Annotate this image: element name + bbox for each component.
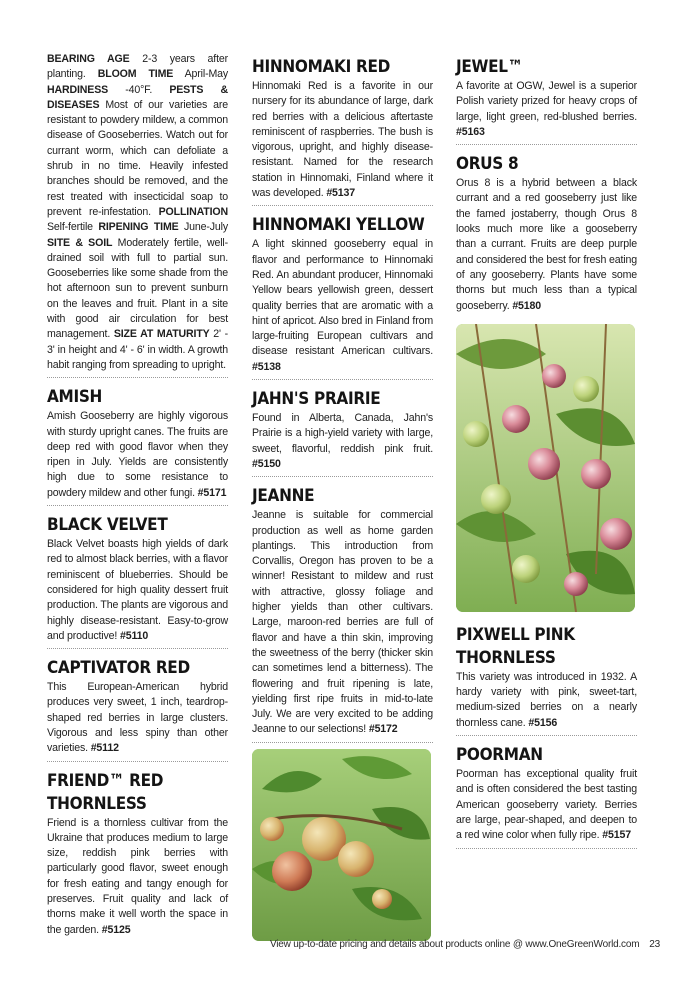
variety-sku: #5156	[528, 716, 558, 729]
variety-sku: #5171	[197, 486, 227, 499]
variety-amish	[47, 384, 228, 506]
variety-text: This variety was introduced in 1932. A hardy variety with pink, sweet-tart, medium-sized berries on a nearly thornless cane.	[456, 670, 637, 729]
variety-hinnomaki-yellow	[252, 212, 433, 380]
red-gooseberry-image	[456, 324, 635, 612]
variety-text: Friend is a thornless cultivar from the Ukraine that produces medium to large size, reddish pink berries with particularly good flavor, sweet enough for fresh eating and tangy enough for preserves. Fruit quality and lack of thorns make it well worth the space in the garden.	[47, 816, 228, 936]
hardiness-label: HARDINESS	[47, 83, 109, 96]
column-1	[47, 52, 228, 948]
variety-poorman	[456, 742, 637, 848]
variety-title: JEANNE	[252, 486, 315, 507]
variety-sku: #5110	[119, 629, 149, 642]
growing-info-text	[47, 52, 228, 373]
variety-black-velvet	[47, 512, 228, 649]
variety-description	[252, 79, 433, 201]
variety-sku: #5112	[90, 742, 119, 755]
bloom-time-value: April-May	[173, 68, 229, 81]
variety-description	[47, 409, 228, 501]
variety-title: FRIEND™ RED THORNLESS	[47, 770, 164, 814]
gooseberry-photo-red	[456, 324, 635, 612]
variety-sku: #5138	[252, 360, 281, 373]
variety-text: Black Velvet boasts high yields of dark red to almost black berries, with a flavor reminiscent of blueberries. Should be considered for high quality dessert fruit production. The plants are vigorous and highly disease-resistant. Easy-to-grow and productive!	[47, 538, 228, 642]
bloom-time-label: BLOOM TIME	[97, 68, 174, 81]
variety-sku: #5150	[252, 457, 281, 470]
variety-title: POORMAN	[456, 745, 543, 766]
gooseberry-photo-green	[252, 749, 431, 941]
variety-jahns-prairie	[252, 386, 433, 477]
variety-sku: #5172	[368, 723, 398, 736]
variety-description	[456, 176, 637, 314]
page-footer	[270, 939, 660, 950]
variety-text: Jeanne is suitable for commercial production as well as home garden plantings. This introduction from Corvallis, Oregon has proven to be a winner! Resistant to mildew and rust with attractive, glossy foliage and higher yields than other cultivars. Large, maroon-red berries are full of flavor and have a thin skin, improving the sweetness of the berry (thicker skin can sometimes lend a bitterness). The flowering and fruit ripening is late, yielding first ripe fruits in mid-to-late July. We are very excited to be adding Jeanne to our selections!	[252, 509, 433, 736]
column-3	[456, 56, 637, 855]
variety-jeanne	[252, 483, 433, 742]
pests-label: PESTS & DISEASES	[47, 83, 228, 111]
variety-text: Orus 8 is a hybrid between a black currant and a red gooseberry just like the famed jostaberry, though Orus 8 looks much more like a gooseberry than a currant. Fruits are deep purple and considered the best for fresh eating of any gooseberry. Plants have some thorns but much less than a typical gooseberry.	[456, 177, 637, 312]
variety-sku: #5163	[456, 125, 485, 138]
variety-title: JEWEL™	[456, 57, 523, 77]
gooseberry-branch-image	[252, 749, 431, 941]
variety-orus-8	[456, 151, 637, 318]
column-2	[252, 56, 433, 941]
variety-friend-red-thornless	[47, 768, 228, 942]
ripening-value: June-July	[178, 221, 228, 234]
ripening-label: RIPENING TIME	[98, 221, 179, 234]
variety-title: AMISH	[47, 387, 103, 408]
variety-description	[456, 79, 637, 140]
site-soil-label: SITE & SOIL	[47, 236, 113, 249]
variety-description	[456, 670, 637, 731]
pollination-value: Self-fertile	[47, 221, 99, 234]
variety-description	[252, 508, 433, 737]
variety-title: HINNOMAKI RED	[252, 57, 391, 77]
variety-hinnomaki-red	[252, 56, 433, 206]
variety-jewel	[456, 56, 637, 145]
variety-title: JAHN'S PRAIRIE	[252, 389, 381, 410]
variety-description	[456, 767, 637, 843]
size-label: SIZE AT MATURITY	[113, 328, 210, 341]
variety-sku: #5125	[101, 923, 131, 936]
variety-text: Found in Alberta, Canada, Jahn's Prairie is a high-yield variety with large, sweet, flavorful, reddish pink fruit.	[252, 412, 433, 455]
page-number: 23	[649, 939, 660, 950]
variety-title: CAPTIVATOR RED	[47, 658, 190, 679]
variety-text: A favorite at OGW, Jewel is a superior Polish variety prized for heavy crops of large, light green, red-blushed berries.	[456, 80, 637, 123]
variety-text: Hinnomaki Red is a favorite in our nursery for its abundance of large, dark red berries with a delicious aftertaste reminiscent of raspberries. The bush is vigorous, upright, and highly disease-resistant. Named for the research station in Hinnomaki, Finland where it was developed.	[252, 80, 433, 200]
variety-description	[252, 411, 433, 472]
hardiness-value: -40°F.	[108, 83, 170, 96]
bearing-age-value: 2-3 years after planting.	[47, 53, 228, 81]
variety-description	[252, 237, 433, 375]
site-soil-value: Moderately fertile, well-drained soil with full to partial sun. Gooseberries like some shade from the hot afternoon sun to prevent sunburn on the leaves and fruit. Plant in a site with good air circulation for best management.	[47, 236, 228, 341]
variety-text: Poorman has exceptional quality fruit and is often considered the best tasting American gooseberry variety. Berries are large, pear-shaped, and deepen to a red wine color when fully ripe.	[456, 768, 637, 842]
variety-text: A light skinned gooseberry equal in flavor and performance to Hinnomaki Red. An abundant producer, Hinnomaki Yellow bears yellowish green, dessert quality berries that are aromatic with a hint of apricot. Also bred in Finland from large-fruiting European cultivars and disease resistant American cultivars.	[252, 238, 433, 358]
variety-captivator-red	[47, 655, 228, 761]
variety-pixwell-pink-thornless	[456, 622, 637, 736]
pests-value: Most of our varieties are resistant to powdery mildew, a common disease of Gooseberries. Watch out for currant worm, which can defoliate a shrub in no time. Heavily infested branches should be removed, and the rest treated with insecticidal soap to prevent re-infestation.	[47, 98, 228, 218]
variety-title: HINNOMAKI YELLOW	[252, 215, 425, 236]
variety-title: ORUS 8	[456, 154, 519, 175]
footer-website-text: View up-to-date pricing and details about products online @ www.OneGreenWorld.com	[270, 939, 640, 950]
variety-sku: #5180	[512, 299, 542, 312]
variety-title: BLACK VELVET	[47, 515, 168, 536]
variety-text: This European-American hybrid produces very sweet, 1 inch, teardrop-shaped red berries in large clusters. Vigorous and less spiny than other varieties.	[47, 681, 228, 755]
variety-description	[47, 816, 228, 938]
bearing-age-label: BEARING AGE	[47, 53, 130, 65]
pollination-label: POLLINATION	[158, 205, 228, 218]
growing-info	[47, 52, 228, 378]
variety-sku: #5157	[602, 829, 631, 842]
variety-text: Amish Gooseberry are highly vigorous with sturdy upright canes. The fruits are deep red with good flavor when they ripen in July. Yields are consistently high due to some resistance to powdery mildew and other fungi.	[47, 410, 228, 499]
variety-title: PIXWELL PINK THORNLESS	[456, 624, 575, 668]
variety-description	[47, 680, 228, 756]
variety-description	[47, 537, 228, 644]
size-value: 2' - 3' in height and 4' - 6' in width. A growth habit ranging from spreading to upright.	[47, 328, 228, 371]
variety-sku: #5137	[326, 187, 356, 200]
